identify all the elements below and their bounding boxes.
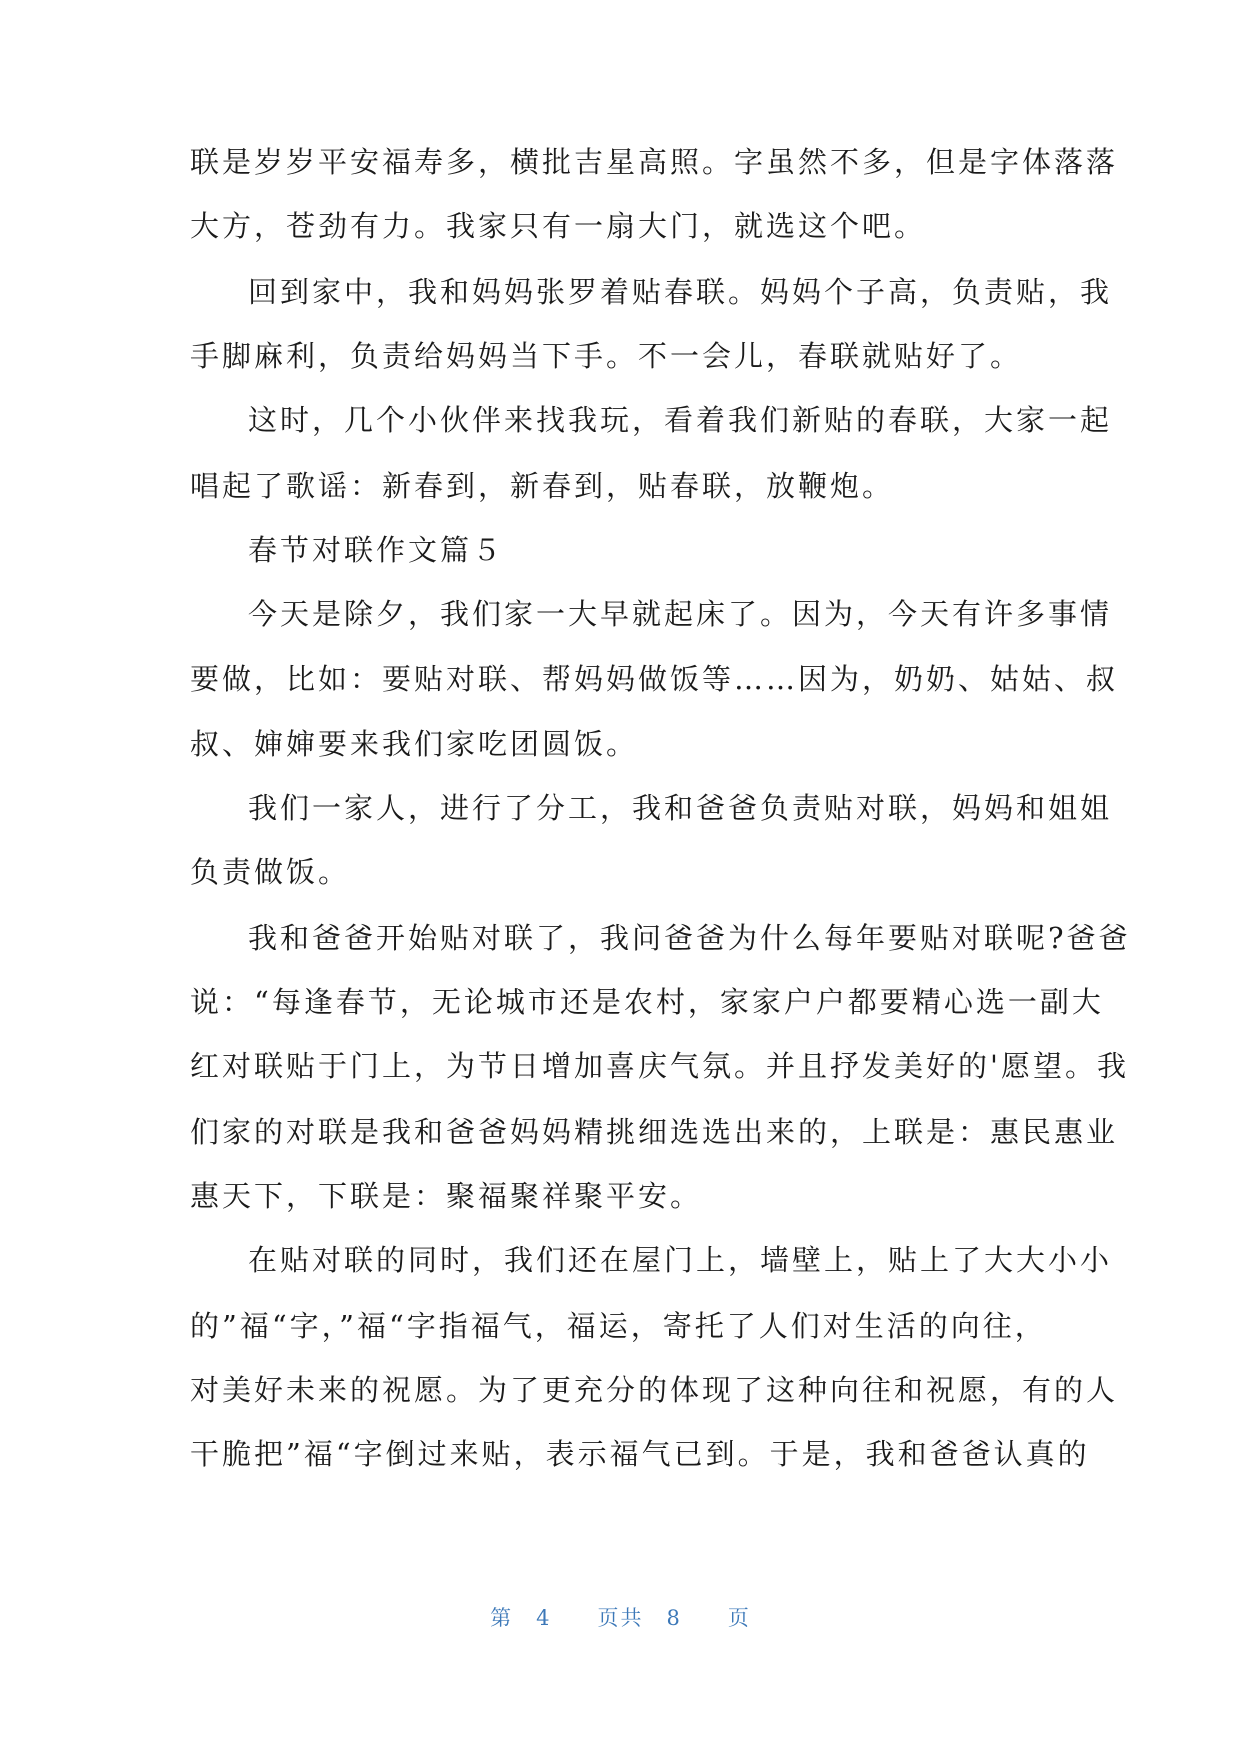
text-line: 们家的对联是我和爸爸妈妈精挑细选选出来的，上联是：惠民惠业 [190, 1115, 1119, 1149]
text-line: 说：“每逢春节，无论城市还是农村，家家户户都要精心选一副大 [190, 985, 1104, 1019]
text-line: 惠天下，下联是：聚福聚祥聚平安。 [190, 1179, 703, 1213]
text-line: 今天是除夕，我们家一大早就起床了。因为，今天有许多事情 [248, 597, 1113, 631]
text-line: 我和爸爸开始贴对联了，我问爸爸为什么每年要贴对联呢?爸爸 [248, 921, 1131, 955]
text-line: 唱起了歌谣：新春到，新春到，贴春联，放鞭炮。 [190, 469, 895, 503]
text-line: 的”福“字，”福“字指福气，福运，寄托了人们对生活的向往， [190, 1309, 1047, 1343]
text-line: 红对联贴于门上，为节日增加喜庆气氛。并且抒发美好的'愿望。我 [190, 1049, 1129, 1083]
text-line: 在贴对联的同时，我们还在屋门上，墙壁上，贴上了大大小小 [248, 1243, 1113, 1277]
text-line: 负责做饭。 [190, 855, 351, 889]
text-line: 手脚麻利，负责给妈妈当下手。不一会儿，春联就贴好了。 [190, 339, 1023, 373]
text-line: 回到家中，我和妈妈张罗着贴春联。妈妈个子高，负责贴，我 [248, 275, 1113, 309]
text-line: 这时，几个小伙伴来找我玩，看着我们新贴的春联，大家一起 [248, 403, 1113, 437]
text-line: 叔、婶婶要来我们家吃团圆饭。 [190, 727, 639, 761]
text-line: 大方，苍劲有力。我家只有一扇大门，就选这个吧。 [190, 209, 927, 243]
text-line: 我们一家人，进行了分工，我和爸爸负责贴对联，妈妈和姐姐 [248, 791, 1113, 825]
section-heading: 春节对联作文篇５ [248, 533, 505, 567]
page-number-footer: 第 4 页共 8 页 [490, 1606, 751, 1630]
text-line: 联是岁岁平安福寿多，横批吉星高照。字虽然不多，但是字体落落 [190, 145, 1119, 179]
text-line: 要做，比如：要贴对联、帮妈妈做饭等……因为，奶奶、姑姑、叔 [190, 662, 1119, 696]
text-line: 对美好未来的祝愿。为了更充分的体现了这种向往和祝愿，有的人 [190, 1373, 1119, 1407]
text-line: 干脆把”福“字倒过来贴，表示福气已到。于是，我和爸爸认真的 [190, 1437, 1090, 1471]
